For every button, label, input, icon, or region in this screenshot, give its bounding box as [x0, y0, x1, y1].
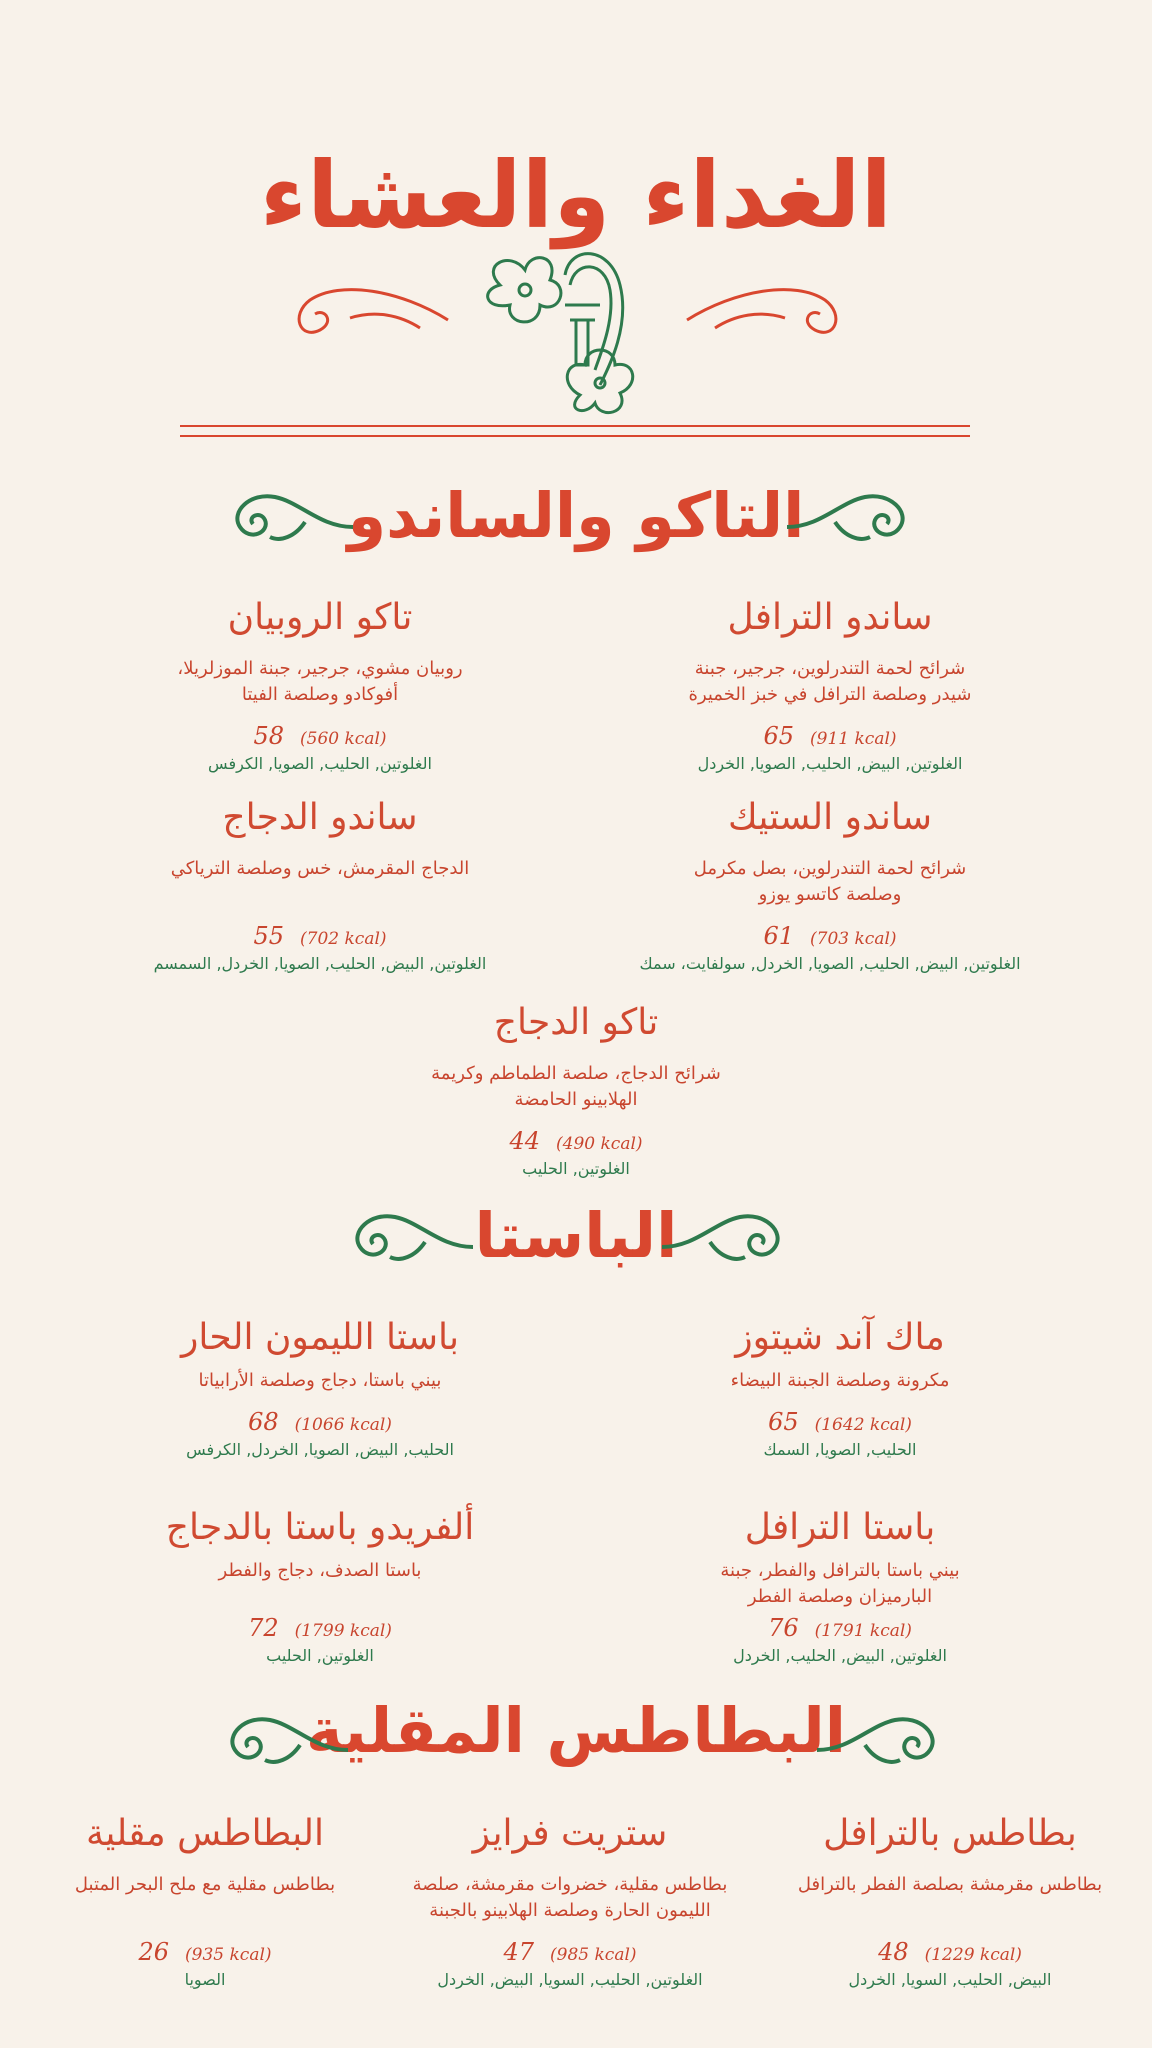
swirl-left-icon	[220, 1705, 350, 1775]
item-calories: (1642 kcal)	[814, 1414, 912, 1435]
item-name: ماك آند شيتوز	[735, 1317, 945, 1358]
item-allergens: الحليب, البيض, الصويا, الخردل, الكرفس	[186, 1439, 454, 1459]
menu-item	[590, 798, 1070, 975]
item-description: بطاطس مقلية، خضروات مقرمشة، صلصة الليمون الحارة وصلصة الهلابينو بالجبنة	[412, 1873, 728, 1921]
item-name: ستريت فرايز	[472, 1813, 668, 1854]
item-allergens: الصويا	[184, 1969, 226, 1989]
item-price: 76	[768, 1613, 799, 1642]
item-name: البطاطس مقلية	[86, 1813, 324, 1854]
flower-ornament-icon	[470, 245, 680, 415]
menu-item	[120, 1508, 520, 1666]
section-heading-fries: البطاطس المقلية	[305, 1694, 847, 1767]
page-title: الغداء والعشاء	[259, 142, 893, 249]
item-allergens: الغلوتين, الحليب	[266, 1645, 374, 1665]
swirl-left-icon	[345, 1202, 475, 1272]
item-description: الدجاج المقرمش، خس وصلصة الترياكي	[170, 857, 470, 879]
item-calories: (911 kcal)	[810, 728, 897, 749]
menu-item	[640, 1318, 1040, 1460]
menu-item	[760, 1814, 1140, 1990]
item-calories: (1791 kcal)	[814, 1620, 912, 1641]
item-name: ألفريدو باستا بالدجاج	[165, 1507, 475, 1548]
item-allergens: الحليب, الصويا, السمك	[763, 1439, 917, 1459]
menu-item	[120, 598, 520, 775]
title-flourish-right	[685, 270, 855, 350]
item-calories: (490 kcal)	[556, 1133, 643, 1154]
item-calories: (1799 kcal)	[294, 1620, 392, 1641]
item-calories: (1066 kcal)	[294, 1414, 392, 1435]
item-allergens: الغلوتين, الحليب, الصويا, الكرفس	[208, 753, 432, 773]
item-name: تاكو الروبيان	[227, 597, 413, 638]
item-price: 65	[763, 721, 795, 750]
swirl-right-icon	[785, 482, 915, 552]
item-name: باستا الترافل	[744, 1507, 936, 1548]
item-description: بطاطس مقرمشة بصلصة الفطر بالترافل	[797, 1873, 1103, 1895]
item-price: 55	[253, 921, 285, 950]
menu-item	[620, 598, 1040, 775]
item-calories: (703 kcal)	[810, 928, 897, 949]
item-price: 65	[768, 1407, 799, 1436]
item-description: مكرونة وصلصة الجبنة البيضاء	[730, 1369, 950, 1391]
item-price: 68	[248, 1407, 279, 1436]
item-name: باستا الليمون الحار	[180, 1317, 460, 1358]
item-name: ساندو الدجاج	[222, 797, 418, 838]
item-price: 58	[253, 721, 285, 750]
item-calories: (1229 kcal)	[924, 1944, 1022, 1965]
item-allergens: الغلوتين, البيض, الحليب, الصويا, الخردل, سولفايت، سمك	[639, 953, 1021, 973]
item-allergens: الغلوتين, البيض, الحليب, الخردل	[733, 1645, 947, 1665]
menu-item	[120, 1318, 520, 1460]
item-description: باستا الصدف، دجاج والفطر	[218, 1559, 422, 1581]
item-name: تاكو الدجاج	[493, 1002, 659, 1043]
menu-item	[640, 1508, 1040, 1667]
title-flourish-left	[280, 270, 450, 350]
title-divider	[180, 425, 970, 437]
item-allergens: الغلوتين, البيض, الحليب, الصويا, الخردل, السمسم	[153, 953, 487, 973]
item-calories: (560 kcal)	[300, 728, 387, 749]
menu-item	[120, 798, 520, 974]
item-name: ساندو الترافل	[727, 597, 933, 638]
item-name: ساندو الستيك	[727, 797, 933, 838]
item-description: روبيان مشوي، جرجير، جبنة الموزلريلا، أفوكادو وصلصة الفيتا	[177, 657, 463, 705]
swirl-right-icon	[660, 1202, 790, 1272]
item-description: شرائح لحمة التندرلوين، جرجير، جبنة شيدر وصلصة الترافل في خبز الخميرة	[688, 657, 972, 705]
swirl-left-icon	[225, 482, 355, 552]
item-allergens: الغلوتين, البيض, الحليب, الصويا, الخردل	[697, 753, 963, 773]
item-price: 44	[509, 1126, 541, 1155]
item-price: 47	[503, 1937, 535, 1966]
item-description: بطاطس مقلية مع ملح البحر المتبل	[74, 1873, 336, 1895]
item-price: 61	[763, 921, 795, 950]
section-heading-pasta: الباستا	[474, 1199, 678, 1272]
swirl-right-icon	[815, 1705, 945, 1775]
menu-item	[20, 1814, 390, 1990]
section-heading-tacos: التاكو والساندو	[347, 479, 805, 552]
item-description: بيني باستا، دجاج وصلصة الأرابياتا	[198, 1369, 442, 1391]
item-price: 48	[878, 1937, 909, 1966]
item-description: بيني باستا بالترافل والفطر، جبنة البارميزان وصلصة الفطر	[720, 1559, 960, 1607]
item-calories: (985 kcal)	[550, 1944, 637, 1965]
item-calories: (702 kcal)	[300, 928, 387, 949]
item-allergens: الغلوتين, الحليب, السويا, البيض, الخردل	[437, 1969, 703, 1989]
item-price: 26	[138, 1937, 170, 1966]
item-price: 72	[248, 1613, 279, 1642]
item-calories: (935 kcal)	[185, 1944, 272, 1965]
menu-item	[376, 1003, 776, 1180]
menu-item	[380, 1814, 760, 1991]
item-allergens: الغلوتين, الحليب	[522, 1158, 630, 1178]
item-description: شرائح لحمة التندرلوين، بصل مكرمل وصلصة كاتسو يوزو	[693, 857, 967, 905]
item-allergens: البيض, الحليب, السويا, الخردل	[848, 1969, 1052, 1989]
item-description: شرائح الدجاج، صلصة الطماطم وكريمة الهلابينو الحامضة	[431, 1062, 721, 1110]
item-name: بطاطس بالترافل	[823, 1813, 1077, 1854]
